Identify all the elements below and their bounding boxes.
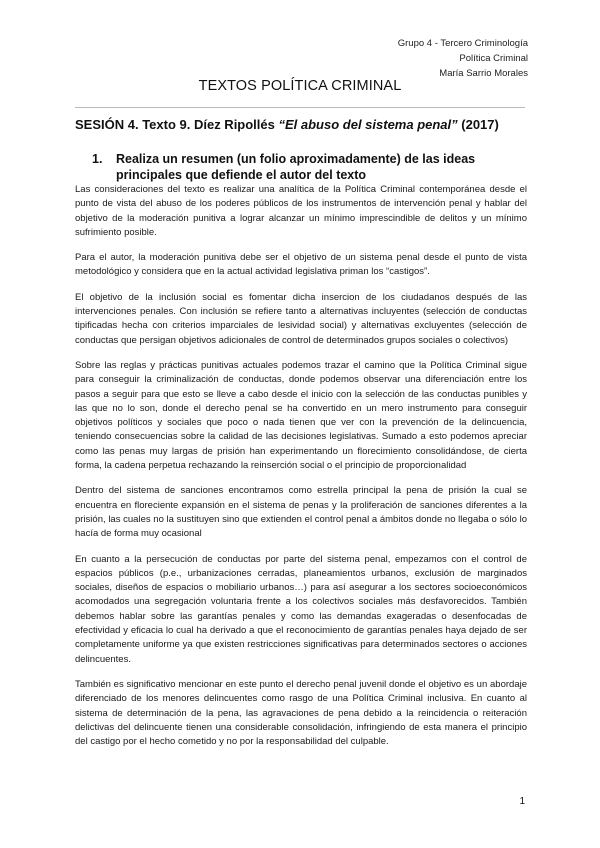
question-number: 1. — [92, 152, 103, 166]
session-prefix: SESIÓN 4. Texto 9. Díez Ripollés — [75, 117, 279, 132]
session-heading — [75, 117, 535, 132]
document-title: TEXTOS POLÍTICA CRIMINAL — [198, 78, 402, 94]
session-text-title: “El abuso del sistema penal” — [278, 117, 458, 132]
question-text: Realiza un resumen (un folio aproximadamente) de las ideas principales que defiende el autor del texto — [116, 152, 476, 182]
paragraph: El objetivo de la inclusión social es fomentar dicha insercion de los ciudadanos después de las intervenciones penales. Con inclusión se refiere tanto a alternativas incluyentes (selección de conductas tipificadas hecha con criterios imparciales de lesividad social) y alternativas excluyentes (selección de conductas que persigan objetivos adicionales de control de determinados grupos sociales o colectivos) — [75, 291, 527, 346]
paragraph: Las consideraciones del texto es realizar una analítica de la Política Criminal contemporánea desde el punto de vista del abuso de los poderes públicos de los instrumentos de intervención penal y hablar del objetivo de la moderación punitiva a lograr alcanzar un mínimo imprescindible de delitos y un mínimo sufrimiento posible. — [75, 184, 527, 238]
question-heading — [92, 151, 532, 183]
page-number: 1 — [519, 796, 525, 807]
header-meta — [398, 36, 528, 81]
header-subject: Política Criminal — [459, 53, 528, 64]
paragraph: Para el autor, la moderación punitiva debe ser el objetivo de un sistema penal desde el punto de vista metodológico y considera que en la actual actividad legislativa priman los “castigos”. — [75, 252, 527, 278]
body-text — [75, 183, 527, 760]
paragraph: Sobre las reglas y prácticas punitivas actuales podemos trazar el camino que la Política Criminal sigue para conseguir la criminalización de conductas, donde podemos observar una diferenciación entre los pasos a seguir para que esto se lleve a cabo desde el inicio con la selección de las conductas punibles y las que no lo son, donde el derecho penal se ha convertido en un mero instrumento para conseguir objetivos políticos y sociales que poco o nada tienen que ver con la prevención de la delincuencia, teniendo consecuencias sobre la calidad de las decisiones legislativas. Sumado a esto podemos apreciar como las penas muy largas de prisión han experimentando un florecimiento consolidándose, de cierta forma, la cadena perpetua rechazando la reinserción social o el principio de proporcionalidad — [75, 359, 527, 472]
paragraph: También es significativo mencionar en este punto el derecho penal juvenil donde el objetivo es un abordaje diferenciado de los menores delincuentes como rasgo de una Política Criminal inclusiva. En cuanto al sistema de determinación de la pena, las agravaciones de pena debido a la reincidencia o reiteración delictivas del delincuente tienen una considerable consolidación, infringiendo de esta manera el principio del castigo por el hecho cometido y no por la responsabilidad del culpable. — [75, 678, 527, 748]
session-year: (2017) — [457, 117, 499, 132]
paragraph: En cuanto a la persecución de conductas por parte del sistema penal, empezamos con el control de espacios públicos (p.e., urbanizaciones cerradas, planeamientos urbanos, exclusión de marginados sociales, diseños de espacios o mobiliario urbanos…) para así asegurar a los sectores socioeconómicos acomodados una segregación voluntaria frente a los colectivos sociales más desfavorecidos. También debemos hablar sobre las garantías penales y como las demandas exageradas o desenfocadas de efectividad y eficacia lo cual ha derivado a que el reconocimiento de garantías penales haya dejado de ser completamente uniforme ya que existen restricciones significativas para determinados sectores o acciones delincuentes. — [75, 553, 527, 665]
paragraph: Dentro del sistema de sanciones encontramos como estrella principal la pena de prisión la cual se encuentra en floreciente expansión en el sistema de penas y la proliferación de sanciones diferentes a la prisión, las cuales no la sustituyen sino que extienden el control penal a ámbitos donde no llegaba o sólo lo hacía de forma muy ocasional — [75, 485, 527, 540]
header-author: María Sarrio Morales — [439, 68, 528, 79]
divider — [75, 107, 525, 108]
header-group: Grupo 4 - Tercero Criminología — [397, 38, 528, 49]
